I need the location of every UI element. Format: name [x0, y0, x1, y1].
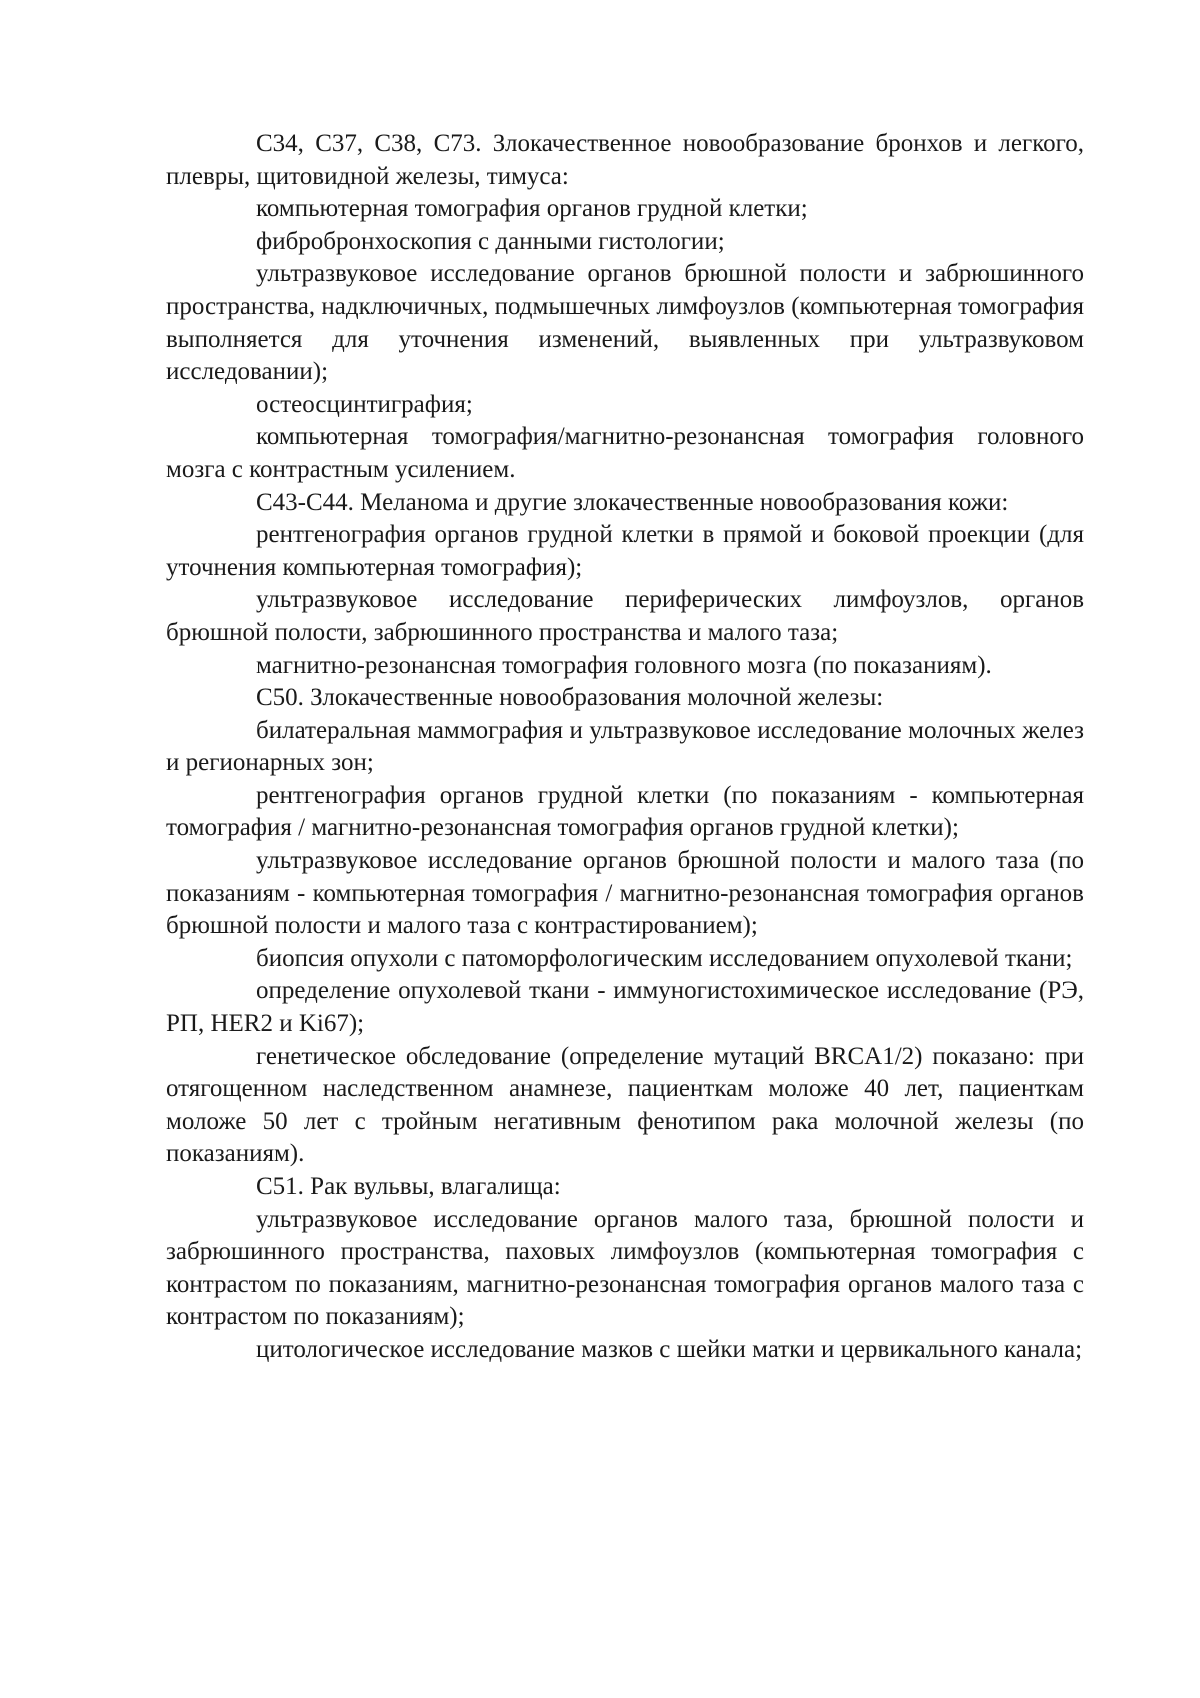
- list-item: определение опухолевой ткани - иммуногистохимическое исследование (РЭ, РП, HER2 и Ki67);: [166, 977, 1084, 1038]
- list-item: рентгенография органов грудной клетки (по показаниям - компьютерная томография / магнитно-резонансная томография органов грудной клетки);: [166, 781, 1084, 842]
- section-heading-vulva: С51. Рак вульвы, влагалища:: [256, 1173, 561, 1200]
- section-heading-breast: С50. Злокачественные новообразования молочной железы:: [256, 684, 884, 712]
- list-item: остеосцинтиграфия;: [256, 390, 473, 418]
- list-item: ультразвуковое исследование органов брюшной полости и малого таза (по показаниям - компьютерная томография / магнитно-резонансная томография органов брюшной полости и малого таза с контрастированием);: [166, 847, 1084, 940]
- list-item: компьютерная томография/магнитно-резонансная томография головного мозга с контрастным усилением.: [166, 423, 1084, 483]
- list-item: рентгенография органов грудной клетки в прямой и боковой проекции (для уточнения компьютерная томография);: [166, 521, 1084, 581]
- list-item: цитологическое исследование мазков с шейки матки и цервикального канала;: [256, 1335, 1083, 1363]
- list-item: билатеральная маммография и ультразвуковое исследование молочных желез и регионарных зон;: [166, 716, 1084, 777]
- list-item: фибробронхоскопия с данными гистологии;: [256, 227, 725, 255]
- list-item: магнитно-резонансная томография головного мозга (по показаниям).: [256, 651, 992, 679]
- list-item: компьютерная томография органов грудной клетки;: [256, 195, 808, 223]
- list-item: ультразвуковое исследование органов малого таза, брюшной полости и забрюшинного пространства, паховых лимфоузлов (компьютерная томография с контрастом по показаниям, магнитно-резонансная томография органов малого таза с контрастом по показаниям);: [166, 1205, 1084, 1331]
- list-item: генетическое обследование (определение мутаций BRCA1/2) показано: при отягощенном наследственном анамнезе, пациенткам моложе 40 лет, пациенткам моложе 50 лет с тройным негативным фенотипом рака молочной железы (по показаниям).: [166, 1042, 1084, 1168]
- list-item: ультразвуковое исследование периферических лимфоузлов, органов брюшной полости, забрюшинного пространства и малого таза;: [166, 586, 1084, 646]
- section-heading-melanoma: С43-С44. Меланома и другие злокачественные новообразования кожи:: [256, 488, 1009, 516]
- list-item: ультразвуковое исследование органов брюшной полости и забрюшинного пространства, надключичных, подмышечных лимфоузлов (компьютерная томография выполняется для уточнения изменений, выявленных при ультразвуковом исследовании);: [166, 260, 1084, 386]
- document-page: [166, 128, 1084, 1367]
- section-heading-lung-thyroid: С34, С37, С38, С73. Злокачественное новообразование бронхов и легкого, плевры, щитовидной железы, тимуса:: [166, 130, 1084, 190]
- list-item: биопсия опухоли с патоморфологическим исследованием опухолевой ткани;: [256, 944, 1073, 972]
